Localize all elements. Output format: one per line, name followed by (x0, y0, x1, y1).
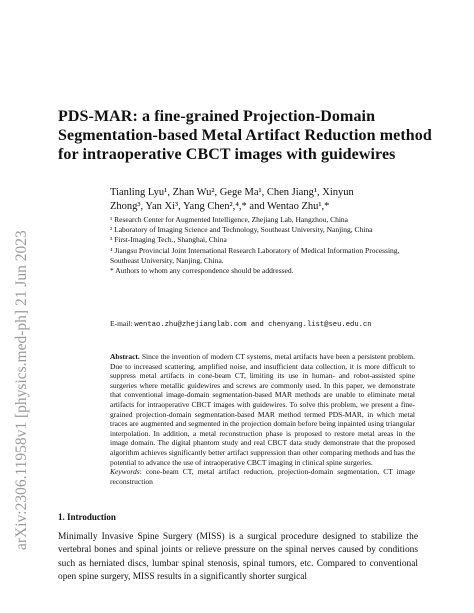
abstract-label: Abstract. (110, 352, 140, 361)
arxiv-stamp-text: arXiv:2306.11958v1 [physics.med-ph] 21 Jun 2023 (13, 230, 30, 550)
abstract-block (110, 352, 415, 486)
abstract-body: Since the invention of modern CT systems, metal artifacts have been a persistent problem. Due to increased scattering, amplified noise, and insufficient data collection, it is more difficult to suppress metal artifacts in cone-beam CT, limiting its use in human- and robot-assisted spine surgeries where metallic guidewires and screws are commonly used. In this paper, we demonstrate that conventional image-domain segmentation-based MAR methods are unable to eliminate metal artifacts for intraoperative CBCT images with guidewires. To solve this problem, we present a fine-grained projection-domain segmentation-based MAR method termed PDS-MAR, in which metal traces are augmented and segmented in the projection domain before being inpainted using triangular interpolation. In addition, a metal reconstruction phase is proposed to restore metal areas in the image domain. The digital phantom study and real CBCT data study demonstrate that the proposed algorithm achieves significantly better artifact suppression than other comparing methods and has the potential to advance the use of intraoperative CBCT imaging in clinical spine surgeries. (110, 352, 415, 467)
affiliation-item: ³ First-Imaging Tech., Shanghai, China (110, 235, 227, 245)
email-label: E-mail: (110, 319, 133, 328)
affiliation-item: ⁴ Jiangsu Provincial Joint International Research Laboratory of Medical Information Processing, Southeast University, Nanjing, China. (110, 245, 400, 265)
author-line: Zhong³, Yan Xi³, Yang Chen²,⁴,* and Wentao Zhu¹,* (110, 201, 330, 212)
contact-email (110, 319, 440, 330)
section-heading: 1. Introduction (58, 512, 116, 522)
affiliation-item: ² Laboratory of Imaging Science and Technology, Southeast University, Nanjing, China (110, 225, 373, 235)
author-list (110, 186, 410, 214)
keywords-body: : cone-beam CT, metal artifact reduction, projection-domain segmentation, CT image reconstruction (110, 467, 415, 486)
author-line: Tianling Lyu¹, Zhan Wu², Gege Ma¹, Chen Jiang¹, Xinyun (110, 187, 354, 198)
affiliation-list (110, 215, 410, 276)
paper-title: PDS-MAR: a fine-grained Projection-Domain Segmentation-based Metal Artifact Reduction method for intraoperative CBCT images with guidewires (58, 108, 432, 163)
introduction-paragraph: Minimally Invasive Spine Surgery (MISS) is a surgical procedure designed to stabilize the vertebral bones and spinal joints or relieve pressure on the spinal nerves caused by conditions such as herniated discs, lumbar spinal stenosis, spinal tumors, etc. Compared to conventional open spine surgery, MISS results in a significantly shorter surgical (58, 532, 418, 583)
keywords-label: Keywords (110, 467, 140, 477)
affiliation-item: ¹ Research Center for Augmented Intelligence, Zhejiang Lab, Hangzhou, China (110, 215, 349, 224)
arxiv-stamp-graphic (6, 150, 34, 550)
arxiv-identifier-stamp (6, 150, 34, 550)
email-addresses: wentao.zhu@zhejianglab.com and chenyang.list@seu.edu.cn (134, 321, 372, 329)
affiliation-item: * Authors to whom any correspondence should be addressed. (110, 266, 294, 276)
